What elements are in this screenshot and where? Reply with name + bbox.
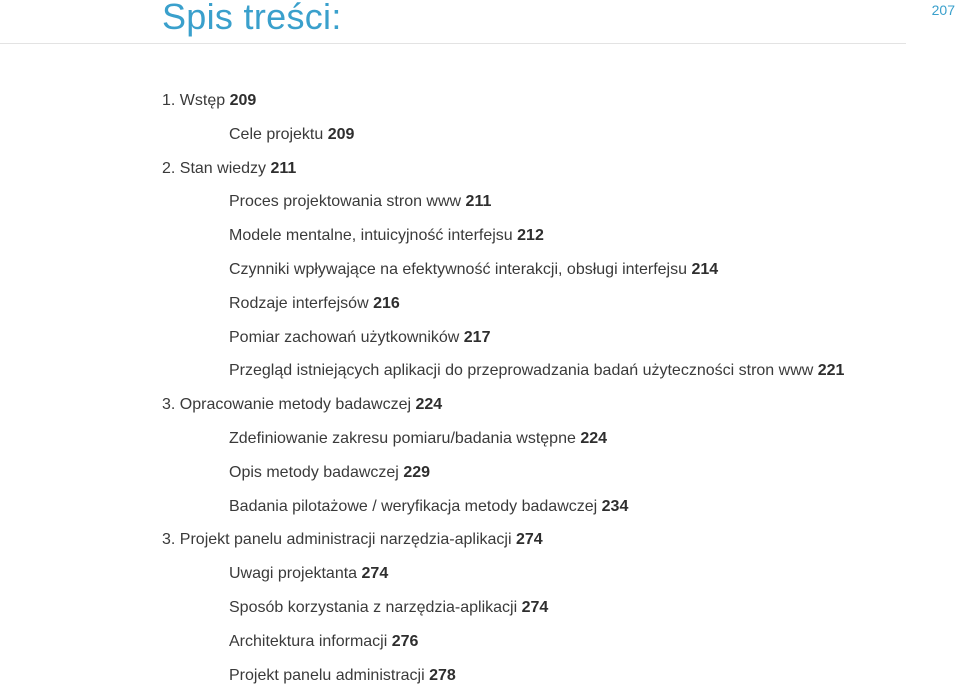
toc-entry-page: 274	[515, 531, 543, 549]
toc-entry-page: 209	[229, 92, 257, 109]
toc-entry-page: 209	[327, 125, 355, 143]
toc-subentry[interactable]	[162, 187, 844, 221]
toc-entry[interactable]	[162, 525, 844, 559]
toc-entry-label: Zdefiniowanie zakresu pomiaru/badania wstępne	[229, 429, 576, 447]
toc-entry-label: 2. Stan wiedzy	[162, 159, 267, 177]
toc-entry-page: 212	[517, 227, 544, 245]
toc-entry-label: Proces projektowania stron www	[229, 193, 462, 211]
toc-subentry[interactable]	[162, 289, 844, 323]
toc-entry-page: 274	[521, 598, 549, 616]
toc-entry-label: Cele projektu	[229, 125, 324, 143]
toc-entry-page: 276	[391, 632, 419, 650]
toc-subentry[interactable]	[162, 221, 844, 255]
toc-entry-label: Projekt panelu administracji	[229, 666, 425, 684]
toc-entry-label: Modele mentalne, intuicyjność interfejsu	[229, 227, 513, 245]
toc-entry-label: Przegląd istniejących aplikacji do przeprowadzania badań użyteczności stron www	[229, 362, 814, 380]
toc-entry-page: 234	[601, 497, 629, 515]
toc-subentry[interactable]	[162, 559, 844, 593]
toc-entry-label: Czynniki wpływające na efektywność interakcji, obsługi interfejsu	[229, 260, 687, 278]
page-number: 207	[931, 2, 955, 18]
toc-entry-label: Architektura informacji	[229, 632, 388, 650]
toc-entry-label: Sposób korzystania z narzędzia-aplikacji	[229, 598, 518, 616]
toc-entry[interactable]	[162, 154, 844, 188]
toc-subentry[interactable]	[162, 627, 844, 661]
page-title: Spis treści:	[162, 0, 342, 37]
toc-entry-page: 211	[270, 159, 297, 177]
toc-entry-label: 3. Projekt panelu administracji narzędzia-aplikacji	[162, 531, 512, 549]
toc-subentry[interactable]	[162, 255, 844, 289]
toc-subentry[interactable]	[162, 323, 844, 357]
toc-entry-label: 1. Wstęp	[162, 92, 226, 109]
toc-entry-page: 211	[465, 193, 492, 211]
toc-subentry[interactable]	[162, 492, 844, 526]
toc-subentry[interactable]	[162, 593, 844, 627]
toc-entry-page: 217	[463, 328, 491, 346]
toc-entry-label: 3. Opracowanie metody badawczej	[162, 396, 412, 414]
toc-subentry[interactable]	[162, 424, 844, 458]
toc-entry-page: 278	[429, 666, 456, 684]
toc-entry-page: 224	[415, 396, 443, 414]
toc-entry-label: Rodzaje interfejsów	[229, 294, 369, 312]
toc-entry-page: 214	[691, 260, 719, 278]
toc-entry-label: Pomiar zachowań użytkowników	[229, 328, 460, 346]
toc-subentry[interactable]	[162, 458, 844, 492]
toc-entry-page: 274	[361, 565, 389, 583]
toc-entry-label: Badania pilotażowe / weryfikacja metody badawczej	[229, 497, 598, 515]
toc-entry-page: 229	[403, 463, 431, 481]
toc-entry-page: 221	[817, 362, 845, 380]
toc-subentry[interactable]	[162, 356, 844, 390]
toc-entry-page: 216	[373, 294, 400, 312]
table-of-contents	[162, 86, 844, 694]
toc-entry[interactable]	[162, 390, 844, 424]
toc-entry[interactable]	[162, 86, 844, 120]
toc-entry-page: 224	[580, 429, 608, 447]
toc-subentry[interactable]	[162, 120, 844, 154]
toc-entry-label: Uwagi projektanta	[229, 565, 358, 583]
header-divider	[0, 43, 906, 44]
toc-entry-label: Opis metody badawczej	[229, 463, 399, 481]
